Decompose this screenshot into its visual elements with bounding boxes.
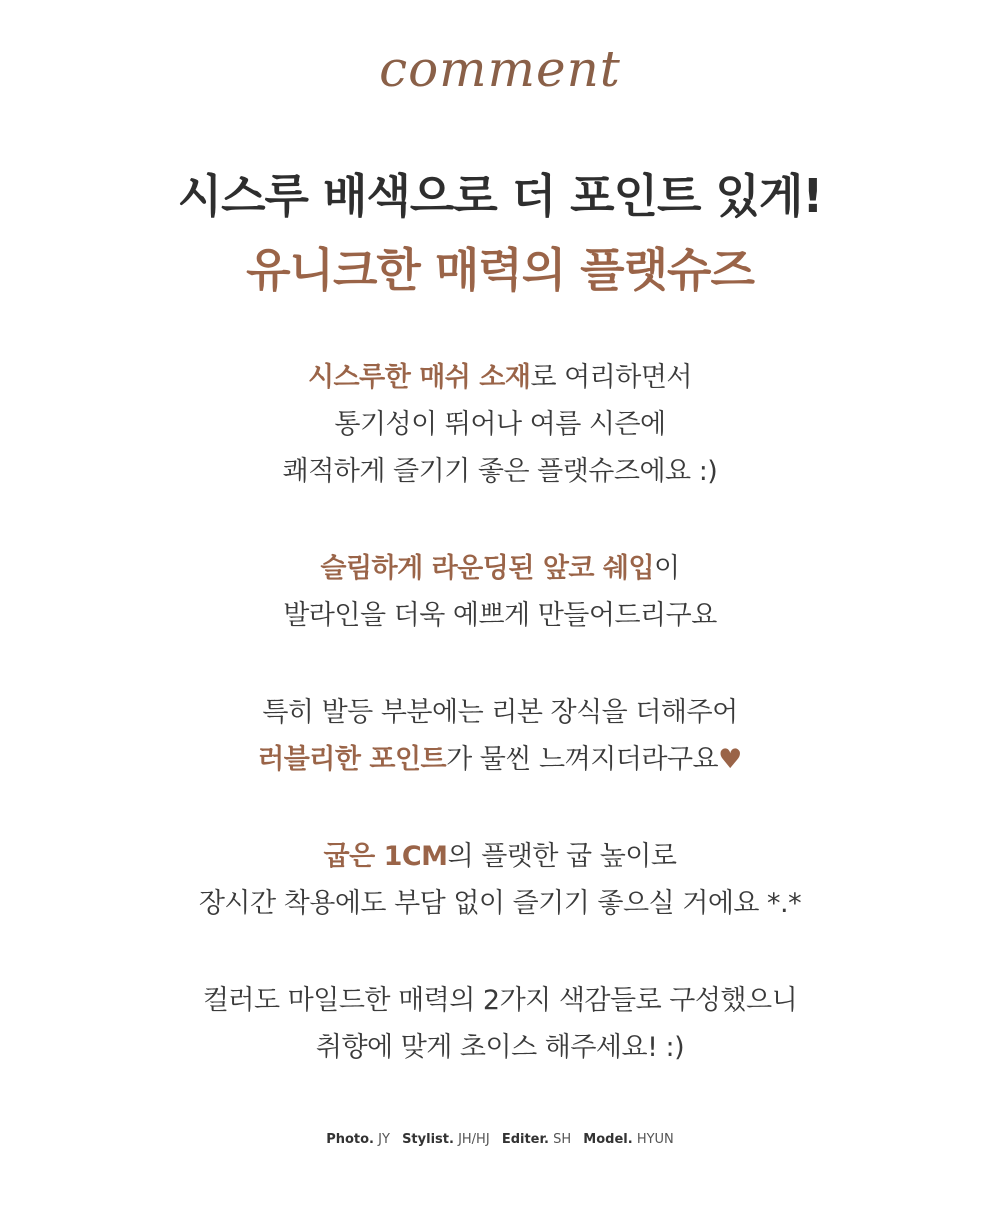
paragraph-line: 특히 발등 부분에는 리본 장식을 더해주어 [262,697,738,728]
stylist-value: JH/HJ [458,1132,490,1147]
paragraph-line [0,736,1000,783]
model-label: Model. [583,1132,633,1147]
editer-value: SH [553,1132,572,1147]
paragraph-line: 장시간 착용에도 부담 없이 즐기기 좋으실 거에요 *.* [198,888,802,919]
paragraph-ribbon [0,689,1000,783]
paragraph-colors [0,977,1000,1071]
photo-label: Photo. [326,1132,374,1147]
paragraph-line: 컬러도 마일드한 매력의 2가지 색감들로 구성했으니 [202,985,798,1016]
body-text: 의 플랫한 굽 높이로 [447,841,677,872]
photo-value: JY [378,1132,390,1147]
paragraph-line [0,545,1000,592]
paragraph-heel [0,833,1000,927]
paragraph-line: 통기성이 뛰어나 여름 시즌에 [334,409,666,440]
body-text: 가 물씬 느껴지더라구요 [446,744,719,775]
paragraph-line [0,833,1000,880]
paragraph-shape [0,545,1000,639]
comment-script-title: comment [379,40,621,98]
paragraph-line: 발라인을 더욱 예쁘게 만들어드리구요 [283,600,717,631]
heart-icon: ♥ [718,744,742,775]
body-text: 로 여리하면서 [530,362,693,393]
credits-bar [0,1128,1000,1152]
highlight-text: 러블리한 포인트 [258,744,447,775]
headline-accent: 유니크한 매력의 플랫슈즈 [246,243,754,297]
model-value: HYUN [636,1132,674,1147]
paragraph-line: 취향에 맞게 초이스 해주세요! :) [315,1032,685,1063]
paragraph-line [0,354,1000,401]
headline-primary: 시스루 배색으로 더 포인트 있게! [177,169,823,223]
paragraph-material [0,354,1000,495]
body-text: 이 [654,553,680,584]
highlight-text: 슬림하게 라운딩된 앞코 쉐입 [320,553,655,584]
highlight-text: 시스루한 매쉬 소재 [307,362,531,393]
highlight-text: 굽은 1CM [323,841,448,872]
stylist-label: Stylist. [402,1132,454,1147]
editer-label: Editer. [501,1132,549,1147]
paragraph-line: 쾌적하게 즐기기 좋은 플랫슈즈에요 :) [282,456,718,487]
